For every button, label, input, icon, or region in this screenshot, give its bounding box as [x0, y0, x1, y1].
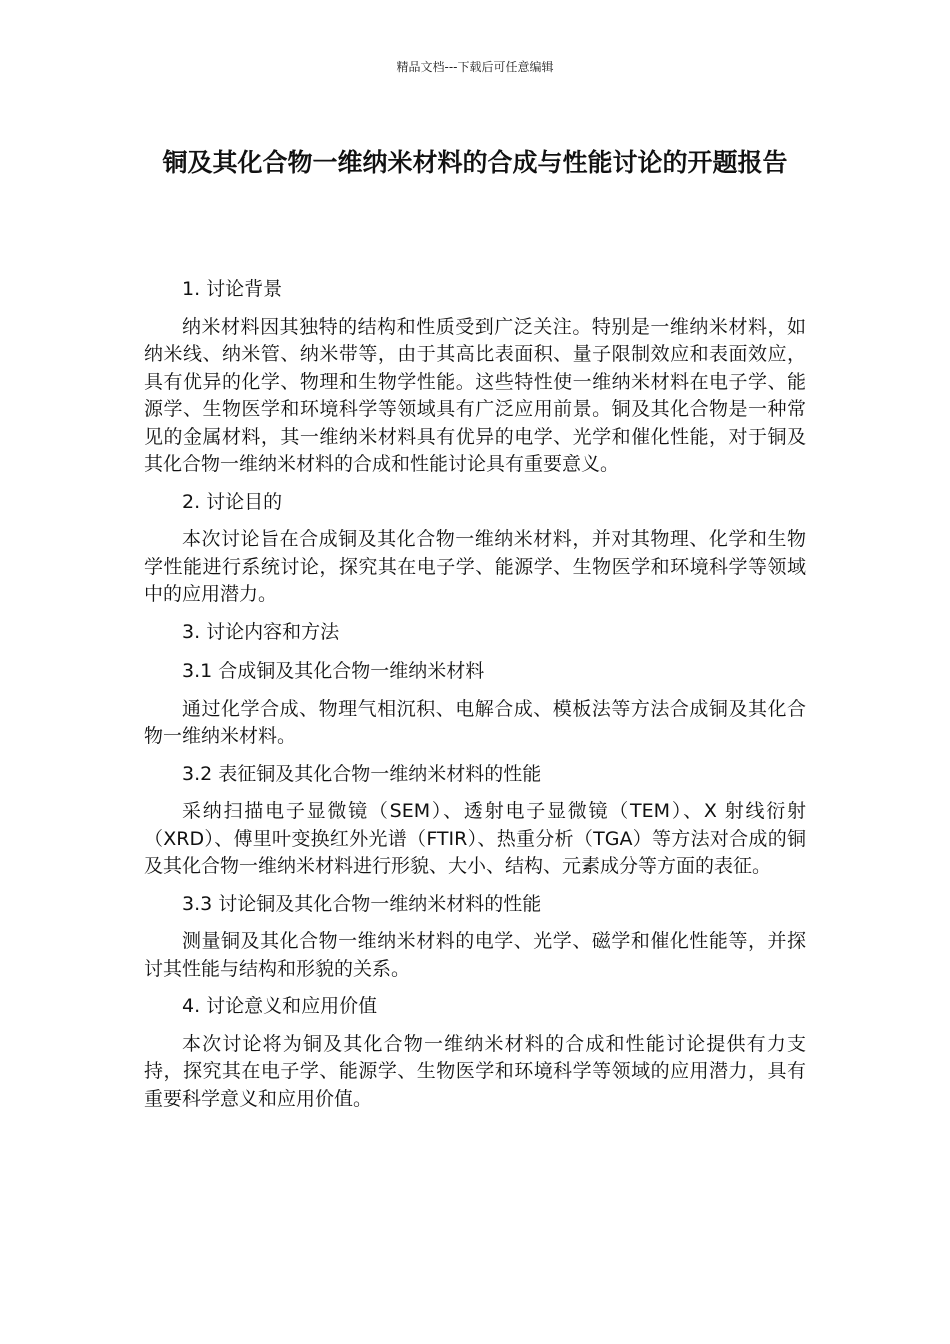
section-heading-purpose: 2. 讨论目的: [182, 490, 283, 513]
section-heading-significance: 4. 讨论意义和应用价值: [182, 995, 378, 1017]
paragraph-significance: 本次讨论将为铜及其化合物一维纳米材料的合成和性能讨论提供有力支持，探究其在电子学、能源学、生物医学和环境科学等领域的应用潜力，具有重要科学意义和应用价值。: [144, 1032, 806, 1110]
section-heading-background: 1. 讨论背景: [182, 278, 283, 300]
subsection-heading-synthesis: 3.1 合成铜及其化合物一维纳米材料: [182, 660, 485, 682]
paragraph-background: 纳米材料因其独特的结构和性质受到广泛关注。特别是一维纳米材料，如纳米线、纳米管、纳米带等，由于其高比表面积、量子限制效应和表面效应，具有优异的化学、物理和生物学性能。这些特性使一维纳米材料在电子学、能源学、生物医学和环境科学等领域具有广泛应用前景。铜及其化合物是一种常见的金属材料，其一维纳米材料具有优异的电学、光学和催化性能，对于铜及其化合物一维纳米材料的合成和性能讨论具有重要意义。: [144, 315, 806, 475]
document-body: [144, 270, 806, 1117]
document-title: 铜及其化合物一维纳米材料的合成与性能讨论的开题报告: [162, 148, 788, 177]
subsection-heading-properties: 3.3 讨论铜及其化合物一维纳米材料的性能: [182, 892, 542, 915]
subsection-heading-characterization: 3.2 表征铜及其化合物一维纳米材料的性能: [182, 762, 542, 785]
paragraph-synthesis: 通过化学合成、物理气相沉积、电解合成、模板法等方法合成铜及其化合物一维纳米材料。: [144, 697, 806, 747]
header-note: 精品文档---下载后可任意编辑: [396, 60, 554, 74]
paragraph-purpose: 本次讨论旨在合成铜及其化合物一维纳米材料，并对其物理、化学和生物学性能进行系统讨论，探究其在电子学、能源学、生物医学和环境科学等领域中的应用潜力。: [144, 528, 806, 605]
paragraph-characterization: 采纳扫描电子显微镜（SEM）、透射电子显微镜（TEM）、X 射线衍射（XRD）、傅里叶变换红外光谱（FTIR）、热重分析（TGA）等方法对合成的铜及其化合物一维纳米材料进行形貌、大小、结构、元素成分等方面的表征。: [144, 800, 806, 877]
paragraph-properties: 测量铜及其化合物一维纳米材料的电学、光学、磁学和催化性能等，并探讨其性能与结构和形貌的关系。: [144, 930, 806, 980]
section-heading-content-methods: 3. 讨论内容和方法: [182, 620, 340, 643]
